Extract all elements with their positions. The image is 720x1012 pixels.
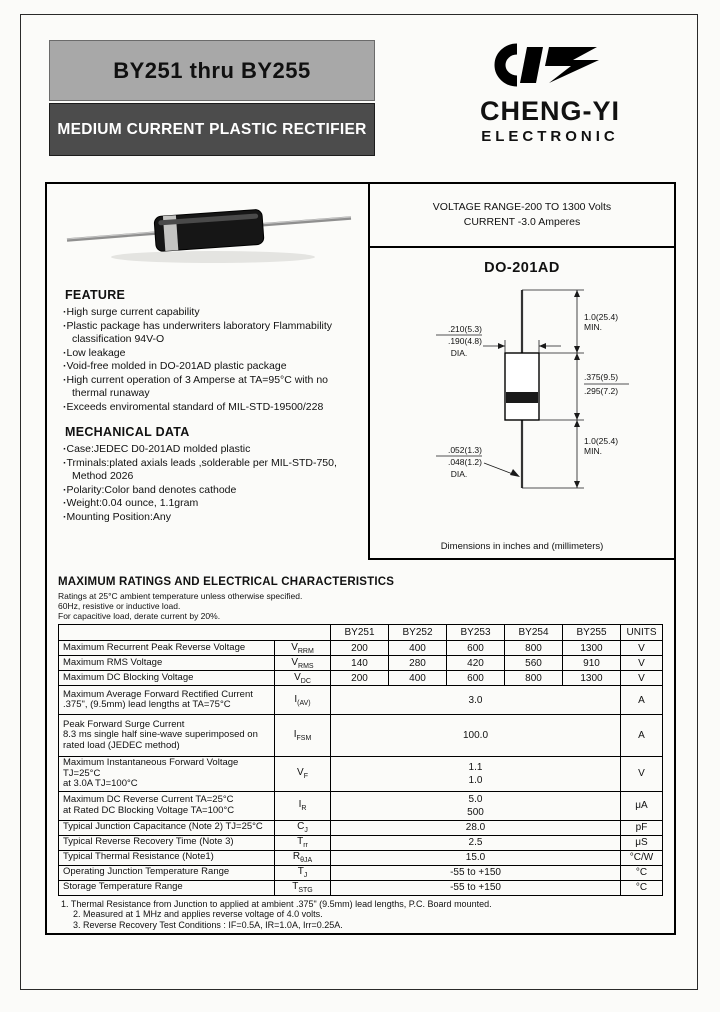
mechanical-item: · Weight:0.04 ounce, 1.1gram (63, 497, 365, 511)
unit-cell: μS (621, 835, 663, 850)
current-rating: CURRENT -3.0 Amperes (463, 216, 581, 228)
value-cell: 280 (389, 656, 447, 671)
unit-cell: V (621, 656, 663, 671)
subtitle-text: MEDIUM CURRENT PLASTIC RECTIFIER (57, 120, 367, 138)
cheng-yi-logo (475, 40, 625, 90)
feature-item: · Low leakage (63, 347, 365, 361)
symbol-sub: RRM (297, 647, 314, 655)
param-cell: Storage Temperature Range (59, 880, 275, 895)
param-line: at 3.0A TJ=100°C (63, 778, 138, 789)
value-cell: 400 (389, 671, 447, 686)
brand-block (430, 40, 670, 145)
dim-bottom-lead-min: MIN. (584, 446, 602, 456)
column-header: BY251 (331, 625, 389, 641)
value-cell: 3.0 (331, 686, 621, 715)
dim-top-lead-min: MIN. (584, 322, 602, 332)
mechanical-item: · Trminals:plated axials leads ,solderable per MIL-STD-750, Method 2026 (63, 457, 365, 484)
symbol-cell (275, 865, 331, 880)
table-row (59, 865, 663, 880)
symbol-sub: STG (298, 887, 313, 894)
value-cell: 1300 (563, 671, 621, 686)
symbol: V (297, 767, 304, 779)
brand-division: ELECTRONIC (481, 128, 619, 145)
symbol: V (294, 671, 301, 683)
symbol-cell (275, 791, 331, 820)
footnotes (58, 899, 667, 931)
value-cell: 600 (447, 641, 505, 656)
symbol-cell (275, 715, 331, 757)
unit-cell: V (621, 671, 663, 686)
unit-cell: V (621, 641, 663, 656)
unit-cell: °C (621, 880, 663, 895)
param-cell: Maximum RMS Voltage (59, 656, 275, 671)
symbol-sub: rr (303, 842, 308, 849)
param-cell (59, 757, 275, 792)
value-cell (331, 791, 621, 820)
symbol-cell (275, 850, 331, 865)
feature-item: · Exceeds enviromental standard of MIL-STD-19500/228 (63, 401, 365, 415)
content-box (45, 182, 676, 935)
param-cell: Typical Reverse Recovery Time (Note 3) (59, 835, 275, 850)
footnote: 1. Thermal Resistance from Junction to applied at ambient .375" (9.5mm) lead lengths, P.C. Board mounted. (61, 898, 492, 909)
column-header: BY255 (563, 625, 621, 641)
param-cell (59, 686, 275, 715)
value-cell: 140 (331, 656, 389, 671)
mechanical-item: · Case:JEDEC D0-201AD molded plastic (63, 443, 365, 457)
table-row (59, 656, 663, 671)
dim-lead-dia-min: .048(1.2) (447, 457, 482, 467)
part-range-banner (49, 40, 375, 101)
value-cell: 420 (447, 656, 505, 671)
symbol-cell (275, 757, 331, 792)
feature-item: · High current operation of 3 Amperse at TA=95°C with no thermal runaway (63, 374, 365, 401)
dim-body-length-max: .375(9.5) (584, 372, 619, 382)
symbol: I (298, 799, 302, 810)
param-line: Maximum DC Reverse Current TA=25°C (63, 794, 234, 805)
table-row (59, 791, 663, 820)
param-cell (59, 791, 275, 820)
footnote: 2. Measured at 1 MHz and applies reverse voltage of 4.0 volts. (73, 909, 323, 919)
unit-cell: A (621, 686, 663, 715)
param-line: rated load (JEDEC method) (63, 739, 180, 751)
part-range-text: BY251 thru BY255 (113, 57, 311, 83)
symbol: T (297, 836, 304, 847)
dim-body-length-min: .295(7.2) (584, 386, 619, 396)
param-line: 8.3 ms single half sine-wave superimposed on (63, 729, 258, 741)
symbol-sub: θJA (300, 857, 313, 864)
value-cell (331, 757, 621, 792)
table-row (59, 820, 663, 835)
mechanical-item: · Polarity:Color band denotes cathode (63, 484, 365, 498)
symbol-sub: J (304, 827, 308, 834)
symbol-sub: R (301, 805, 307, 812)
subtitle-banner (49, 103, 375, 156)
symbol: T (292, 881, 299, 892)
symbol-sub: J (303, 872, 308, 879)
mechanical-item: · Mounting Position:Any (63, 511, 365, 525)
dim-bottom-lead-length: 1.0(25.4) (584, 436, 619, 446)
feature-item: · Plastic package has underwriters laboratory Flammability classification 94V-O (63, 320, 365, 347)
param-cell: Typical Junction Capacitance (Note 2) TJ=25°C (59, 820, 275, 835)
mechanical-title: MECHANICAL DATA (65, 425, 190, 439)
table-row (59, 641, 663, 656)
unit-cell: V (621, 757, 663, 792)
mechanical-list (63, 443, 365, 524)
param-line: at Rated DC Blocking Voltage TA=100°C (63, 804, 235, 816)
symbol-cell (275, 820, 331, 835)
value-cell: 2.5 (331, 835, 621, 850)
value-line: 500 (467, 806, 484, 818)
param-cell: Typical Thermal Resistance (Note1) (59, 850, 275, 865)
unit-cell: pF (621, 820, 663, 835)
value-cell: 400 (389, 641, 447, 656)
value-cell: 15.0 (331, 850, 621, 865)
param-line: Maximum Average Forward Rectified Current (63, 688, 253, 700)
feature-item: · Void-free molded in DO-201AD plastic package (63, 360, 365, 374)
ratings-condition: For capacitive load, derate current by 20%. (58, 611, 221, 621)
column-header: UNITS (621, 625, 663, 641)
dim-lead-dia-max: .052(1.3) (447, 445, 482, 455)
symbol: I (294, 693, 298, 705)
dim-body-dia-label: DIA. (450, 348, 468, 358)
header-empty-cell (59, 625, 331, 641)
feature-item: · High surge current capability (63, 306, 365, 320)
table-row (59, 757, 663, 792)
brand-name: CHENG-YI (479, 96, 620, 126)
value-line: 1.1 (468, 761, 483, 773)
symbol-sub: (AV) (297, 699, 311, 707)
dim-body-dia-min: .190(4.8) (447, 336, 482, 346)
table-header-row (59, 625, 663, 641)
ratings-condition: Ratings at 25°C ambient temperature unless otherwise specified. (58, 591, 303, 601)
table-row (59, 835, 663, 850)
footnote: 3. Reverse Recovery Test Conditions : IF=0.5A, IR=1.0A, Irr=0.25A. (73, 919, 343, 930)
table-row (59, 880, 663, 895)
value-cell: -55 to +150 (331, 880, 621, 895)
symbol-sub: F (303, 773, 308, 781)
symbol-cell (275, 656, 331, 671)
value-cell: 100.0 (331, 715, 621, 757)
param-line: Peak Forward Surge Current (63, 718, 185, 730)
dim-top-lead-length: 1.0(25.4) (584, 312, 619, 322)
unit-cell: μA (621, 791, 663, 820)
param-line: Maximum Instantaneous Forward Voltage TJ=25°C (63, 757, 239, 779)
unit-cell: A (621, 715, 663, 757)
table-row (59, 850, 663, 865)
package-name: DO-201AD (484, 260, 560, 276)
column-header: BY254 (505, 625, 563, 641)
param-cell (59, 715, 275, 757)
symbol-cell (275, 835, 331, 850)
symbol-cell (275, 686, 331, 715)
symbol-cell (275, 641, 331, 656)
value-cell: 910 (563, 656, 621, 671)
param-cell: Maximum DC Blocking Voltage (59, 671, 275, 686)
feature-list (63, 306, 365, 414)
dimensions-caption: Dimensions in inches and (millimeters) (440, 541, 604, 552)
value-cell: 200 (331, 641, 389, 656)
value-cell: 600 (447, 671, 505, 686)
column-header: BY253 (447, 625, 505, 641)
value-line: 1.0 (468, 774, 483, 786)
value-line: 5.0 (468, 793, 483, 805)
symbol: R (292, 851, 301, 862)
ratings-summary (370, 184, 674, 248)
value-cell: 200 (331, 671, 389, 686)
ratings-condition: 60Hz, resistive or inductive load. (58, 601, 181, 611)
feature-title: FEATURE (65, 288, 126, 302)
symbol-cell (275, 880, 331, 895)
symbol: C (297, 821, 305, 832)
value-cell: 1300 (563, 641, 621, 656)
table-row (59, 671, 663, 686)
ratings-table (58, 624, 663, 896)
value-cell: 800 (505, 641, 563, 656)
left-column (63, 194, 365, 524)
symbol: V (291, 641, 298, 653)
param-cell: Maximum Recurrent Peak Reverse Voltage (59, 641, 275, 656)
unit-cell: °C/W (621, 850, 663, 865)
symbol: I (293, 729, 297, 740)
value-cell: -55 to +150 (331, 865, 621, 880)
param-cell: Operating Junction Temperature Range (59, 865, 275, 880)
voltage-range: VOLTAGE RANGE-200 TO 1300 Volts (432, 201, 612, 213)
value-cell: 560 (505, 656, 563, 671)
symbol-sub: DC (300, 677, 311, 685)
column-header: BY252 (389, 625, 447, 641)
table-row (59, 715, 663, 757)
ratings-title: MAXIMUM RATINGS AND ELECTRICAL CHARACTERISTICS (58, 576, 395, 588)
param-line: .375", (9.5mm) lead lengths at TA=75°C (63, 699, 231, 710)
package-panel (368, 184, 674, 560)
diode-photo (63, 194, 355, 272)
symbol: V (291, 656, 299, 668)
table-row (59, 686, 663, 715)
symbol: T (297, 866, 304, 877)
dim-body-dia-max: .210(5.3) (447, 324, 482, 334)
value-cell: 28.0 (331, 820, 621, 835)
dim-lead-dia-label: DIA. (450, 469, 468, 479)
symbol-sub: RMS (298, 662, 314, 670)
symbol-sub: FSM (296, 735, 312, 742)
symbol-cell (275, 671, 331, 686)
unit-cell: °C (621, 865, 663, 880)
ratings-section (58, 576, 667, 930)
package-drawing (372, 280, 672, 526)
value-cell: 800 (505, 671, 563, 686)
